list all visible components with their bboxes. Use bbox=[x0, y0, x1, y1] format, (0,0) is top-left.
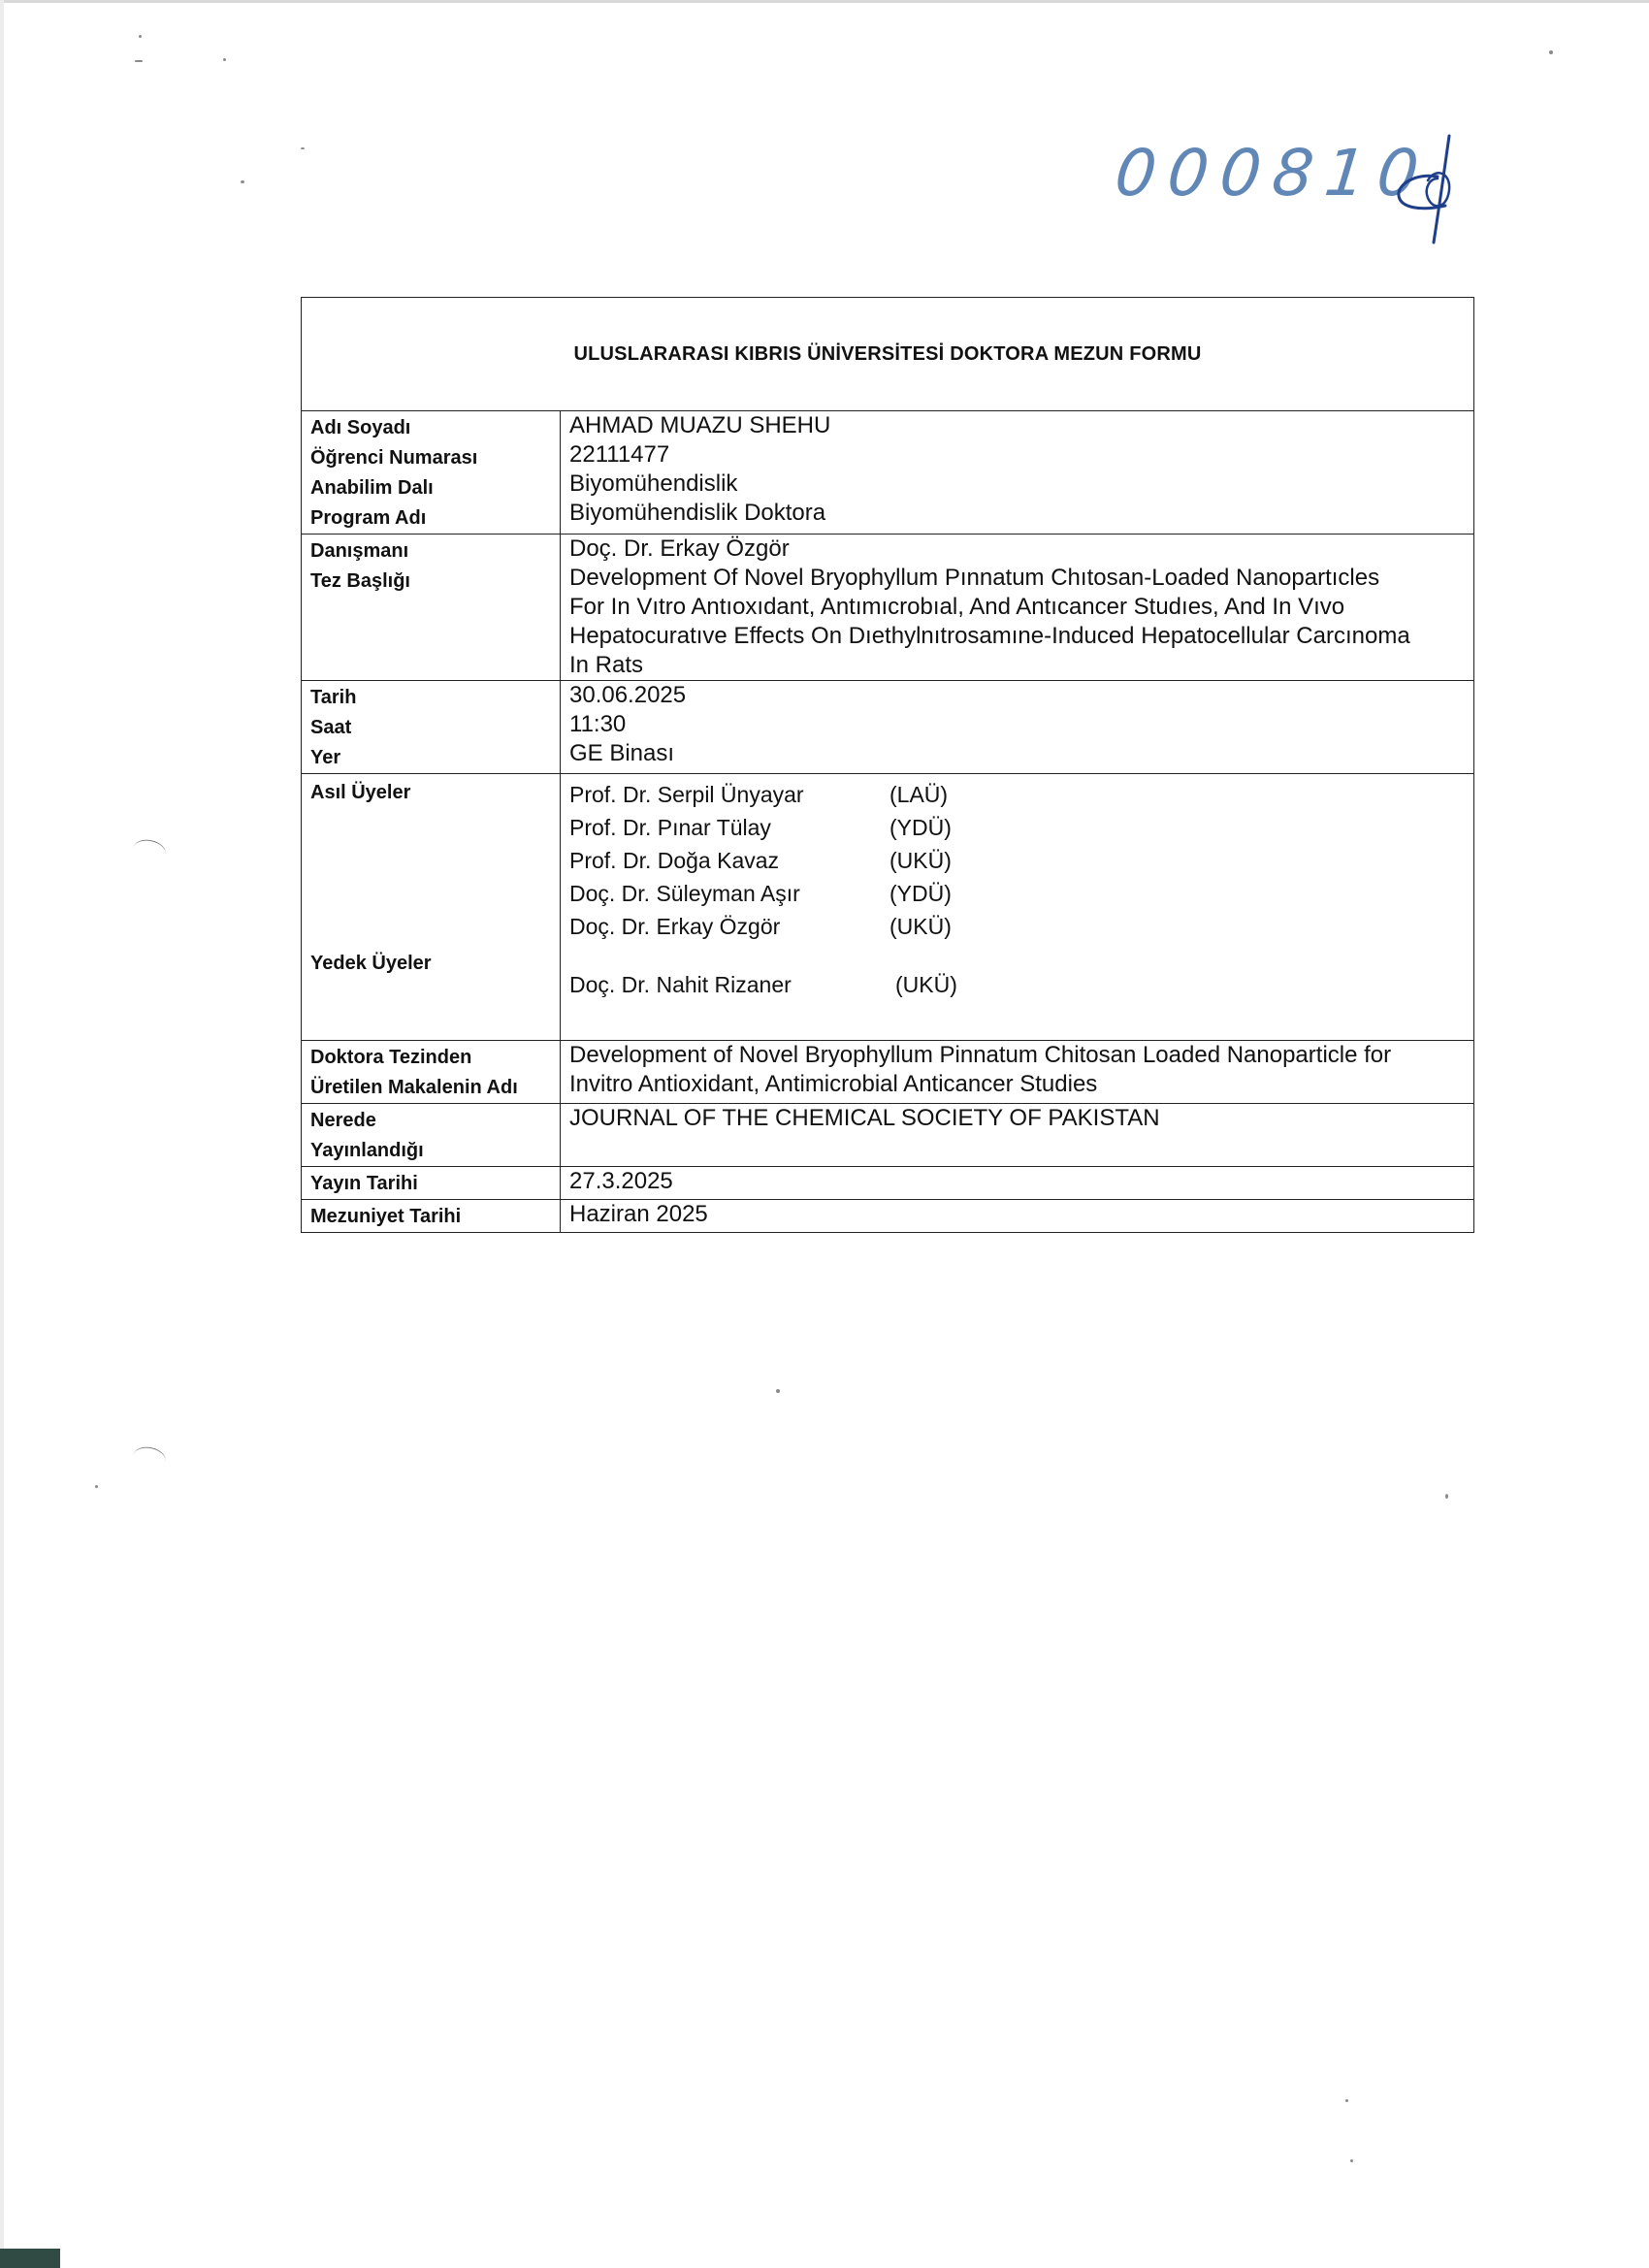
venue-labels bbox=[302, 1104, 561, 1166]
member-institution: (YDÜ) bbox=[889, 815, 952, 840]
value-graduation-date: Haziran 2025 bbox=[569, 1201, 708, 1227]
defense-values bbox=[561, 681, 1473, 773]
defense-labels bbox=[302, 681, 561, 773]
label-name: Adı Soyadı bbox=[310, 417, 411, 438]
scan-speck bbox=[776, 1389, 780, 1393]
scan-speck bbox=[241, 180, 244, 183]
alternate-member bbox=[569, 968, 1468, 1001]
value-publication-date: 27.3.2025 bbox=[569, 1168, 673, 1194]
value-location: GE Binası bbox=[569, 740, 675, 766]
scan-speck bbox=[223, 58, 226, 61]
graduate-form-table bbox=[301, 297, 1474, 1233]
scan-mark bbox=[131, 1444, 168, 1474]
committee-member bbox=[569, 877, 1468, 910]
scan-speck bbox=[1345, 2099, 1348, 2102]
committee-member bbox=[569, 910, 1468, 943]
label-thesis-title: Tez Başlığı bbox=[310, 570, 410, 592]
value-program: Biyomühendislik Doktora bbox=[569, 500, 826, 526]
member-name: Prof. Dr. Doğa Kavaz bbox=[569, 848, 780, 873]
label-student-number: Öğrenci Numarası bbox=[310, 447, 478, 469]
scan-edge bbox=[0, 2249, 60, 2268]
student-info-values bbox=[561, 411, 1473, 534]
scan-speck bbox=[139, 35, 142, 38]
label-advisor: Danışmanı bbox=[310, 540, 409, 562]
value-name: AHMAD MUAZU SHEHU bbox=[569, 412, 831, 438]
member-institution: (UKÜ) bbox=[889, 848, 952, 873]
scan-speck bbox=[1549, 50, 1553, 54]
graduation-date-row bbox=[302, 1200, 1473, 1232]
scan-speck bbox=[135, 60, 143, 62]
article-values bbox=[561, 1041, 1473, 1103]
committee-labels bbox=[302, 774, 561, 1040]
value-date: 30.06.2025 bbox=[569, 682, 687, 708]
committee-values bbox=[561, 774, 1473, 1040]
member-name: Doç. Dr. Nahit Rizaner bbox=[569, 972, 792, 997]
committee-member bbox=[569, 778, 1468, 811]
defense-row bbox=[302, 681, 1473, 774]
member-institution: (UKÜ) bbox=[895, 972, 957, 997]
form-title: ULUSLARARASI KIBRIS ÜNİVERSİTESİ DOKTORA MEZUN FORMU bbox=[302, 298, 1473, 411]
value-venue: JOURNAL OF THE CHEMICAL SOCIETY OF PAKISTAN bbox=[569, 1105, 1160, 1131]
thesis-title-line: Development Of Novel Bryophyllum Pınnatum Chıtosan-Loaded Nanopartıcles bbox=[569, 565, 1380, 591]
article-title-line: Invitro Antioxidant, Antimicrobial Anticancer Studies bbox=[569, 1071, 1098, 1097]
scan-mark bbox=[131, 837, 168, 866]
archive-stamp-number: 000810 bbox=[1111, 136, 1434, 211]
student-info-labels bbox=[302, 411, 561, 534]
label-graduation-date: Mezuniyet Tarihi bbox=[302, 1200, 561, 1232]
member-name: Prof. Dr. Pınar Tülay bbox=[569, 815, 771, 840]
scan-speck bbox=[1445, 1494, 1448, 1499]
label-program: Program Adı bbox=[310, 507, 427, 529]
label-department: Anabilim Dalı bbox=[310, 477, 434, 499]
thesis-labels bbox=[302, 535, 561, 680]
label-publication-date: Yayın Tarihi bbox=[302, 1167, 561, 1199]
value-time: 11:30 bbox=[569, 711, 627, 737]
committee-member bbox=[569, 811, 1468, 844]
thesis-title-line: For In Vıtro Antıoxıdant, Antımıcrobıal, And Antıcancer Studıes, And In Vıvo bbox=[569, 594, 1345, 620]
committee-row bbox=[302, 774, 1473, 1041]
label-alternate-members: Yedek Üyeler bbox=[310, 953, 432, 974]
label-venue: Nerede bbox=[310, 1110, 376, 1131]
label-time: Saat bbox=[310, 717, 352, 738]
scan-edge bbox=[0, 0, 1649, 3]
article-title-line: Development of Novel Bryophyllum Pinnatum Chitosan Loaded Nanoparticle for bbox=[569, 1042, 1392, 1068]
publication-date-row bbox=[302, 1167, 1473, 1200]
venue-value bbox=[561, 1104, 1473, 1166]
value-department: Biyomühendislik bbox=[569, 470, 738, 497]
member-institution: (YDÜ) bbox=[889, 881, 952, 906]
thesis-row bbox=[302, 535, 1473, 681]
student-info-row bbox=[302, 411, 1473, 535]
label-location: Yer bbox=[310, 747, 341, 768]
label-article: Doktora Tezinden bbox=[310, 1047, 472, 1068]
label-article: Üretilen Makalenin Adı bbox=[310, 1077, 518, 1098]
value-advisor: Doç. Dr. Erkay Özgör bbox=[569, 535, 790, 562]
scan-speck bbox=[301, 147, 305, 149]
member-name: Prof. Dr. Serpil Ünyayar bbox=[569, 782, 804, 807]
label-main-members: Asıl Üyeler bbox=[310, 782, 411, 803]
value-student-number: 22111477 bbox=[569, 441, 670, 468]
thesis-title-line: In Rats bbox=[569, 652, 644, 678]
member-name: Doç. Dr. Erkay Özgör bbox=[569, 914, 781, 939]
scan-speck bbox=[1350, 2159, 1353, 2162]
label-date: Tarih bbox=[310, 687, 357, 708]
article-labels bbox=[302, 1041, 561, 1103]
scan-speck bbox=[95, 1485, 98, 1488]
thesis-values bbox=[561, 535, 1473, 680]
venue-row bbox=[302, 1104, 1473, 1167]
article-row bbox=[302, 1041, 1473, 1104]
committee-member bbox=[569, 844, 1468, 877]
member-institution: (LAÜ) bbox=[889, 782, 949, 807]
member-institution: (UKÜ) bbox=[889, 914, 952, 939]
scan-edge bbox=[0, 0, 4, 2268]
handwritten-signature bbox=[1377, 134, 1465, 250]
thesis-title-line: Hepatocuratıve Effects On Dıethylnıtrosamıne-Induced Hepatocellular Carcınoma bbox=[569, 623, 1410, 649]
label-venue: Yayınlandığı bbox=[310, 1140, 424, 1161]
member-name: Doç. Dr. Süleyman Aşır bbox=[569, 881, 800, 906]
